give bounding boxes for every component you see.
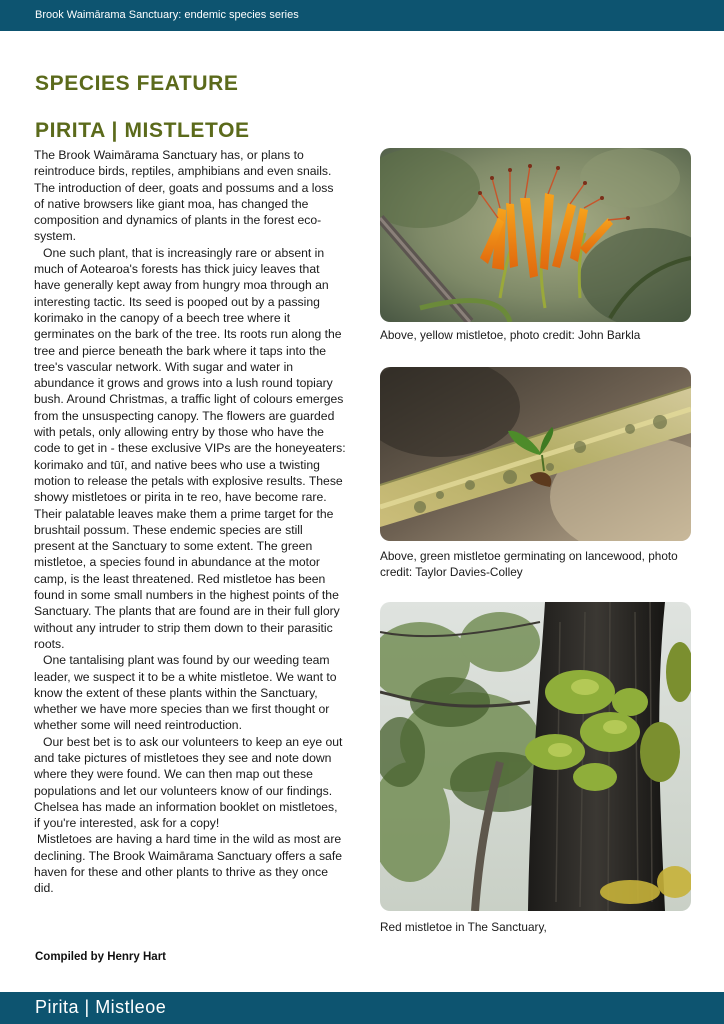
green-mistletoe-photo (380, 367, 691, 541)
figure-caption: Above, yellow mistletoe, photo credit: John Barkla (380, 328, 641, 342)
article-title: PIRITA | MISTLETOE (35, 119, 250, 142)
series-title: Brook Waimārama Sanctuary: endemic species series (35, 9, 299, 21)
red-mistletoe-photo (380, 602, 691, 911)
header-bar (0, 0, 724, 31)
article-paragraph: Mistletoes are having a hard time in the wild as most are declining. The Brook Waimārama Sanctuary offers a safe haven for these and other plants to thrive as they once did. (34, 832, 342, 896)
article-paragraph: One tantalising plant was found by our weeding team leader, we suspect it to be a white mistletoe. We want to know the extent of these plants within the Sanctuary, whether we have more species than we first thought or whether some will need reintroduction. (34, 653, 337, 733)
footer-bar (0, 992, 724, 1024)
figure-caption: Red mistletoe in The Sanctuary, (380, 920, 547, 934)
section-heading: SPECIES FEATURE (35, 72, 239, 95)
article-paragraph: The Brook Waimārama Sanctuary has, or plans to reintroduce birds, reptiles, amphibians and even snails. The introduction of deer, goats and possums and a loss of native browsers like giant moa, has changed the composition and dynamics of plants in the forest eco-system. (34, 148, 334, 244)
article-paragraph: Our best bet is to ask our volunteers to keep an eye out and take pictures of mistletoes they see and note down where they were found. We can then map out these populations and let our volunteers know of our findings. Chelsea has made an information booklet on mistletoes, if you're interested, ask for a copy! (34, 734, 343, 831)
article-paragraph: One such plant, that is increasingly rare or absent in much of Aotearoa's forests has thick juicy leaves that have generally kept away from hungry moa through an interesting tactic. Its seed is pooped out by a passing korimako in the canopy of a beech tree where it germinates on the bark of the tree. Its roots run along the tree and pierce beneath the bark where it taps into the tree's vascular network. With sugar and water in abundance it grows and grows into a lush round topiary bush. Around Christmas, a traffic light of colours emerges from the unsuspecting canopy. The flowers are guarded with petals, only allowing entry by those who have the code to get in - these exclusive VIPs are the honeyeaters: korimako and tūī, and native bees who use a twisting motion to release the petals with explosive results. These showy mistletoes or pirita in te reo, have become rare. Their palatable leaves make them a prime target for the brushtail possum. These endemic species are still present at the Sanctuary to some extent. The green mistletoe, a species found in abundance at the motor camp, is the least threatened. Red mistletoe has been found in some small numbers in the highest points of the Sanctuary. The plants that are found are in their full glory without any intruder to strip them down to their parasitic roots. (34, 245, 346, 651)
figure-caption: Above, green mistletoe germinating on lancewood, photo credit: Taylor Davies-Colley (380, 549, 678, 579)
yellow-mistletoe-photo (380, 148, 691, 322)
footer-label: Pirita | Mistleoe (35, 997, 167, 1017)
author-credit: Compiled by Henry Hart (35, 951, 166, 963)
article-body (34, 147, 346, 897)
